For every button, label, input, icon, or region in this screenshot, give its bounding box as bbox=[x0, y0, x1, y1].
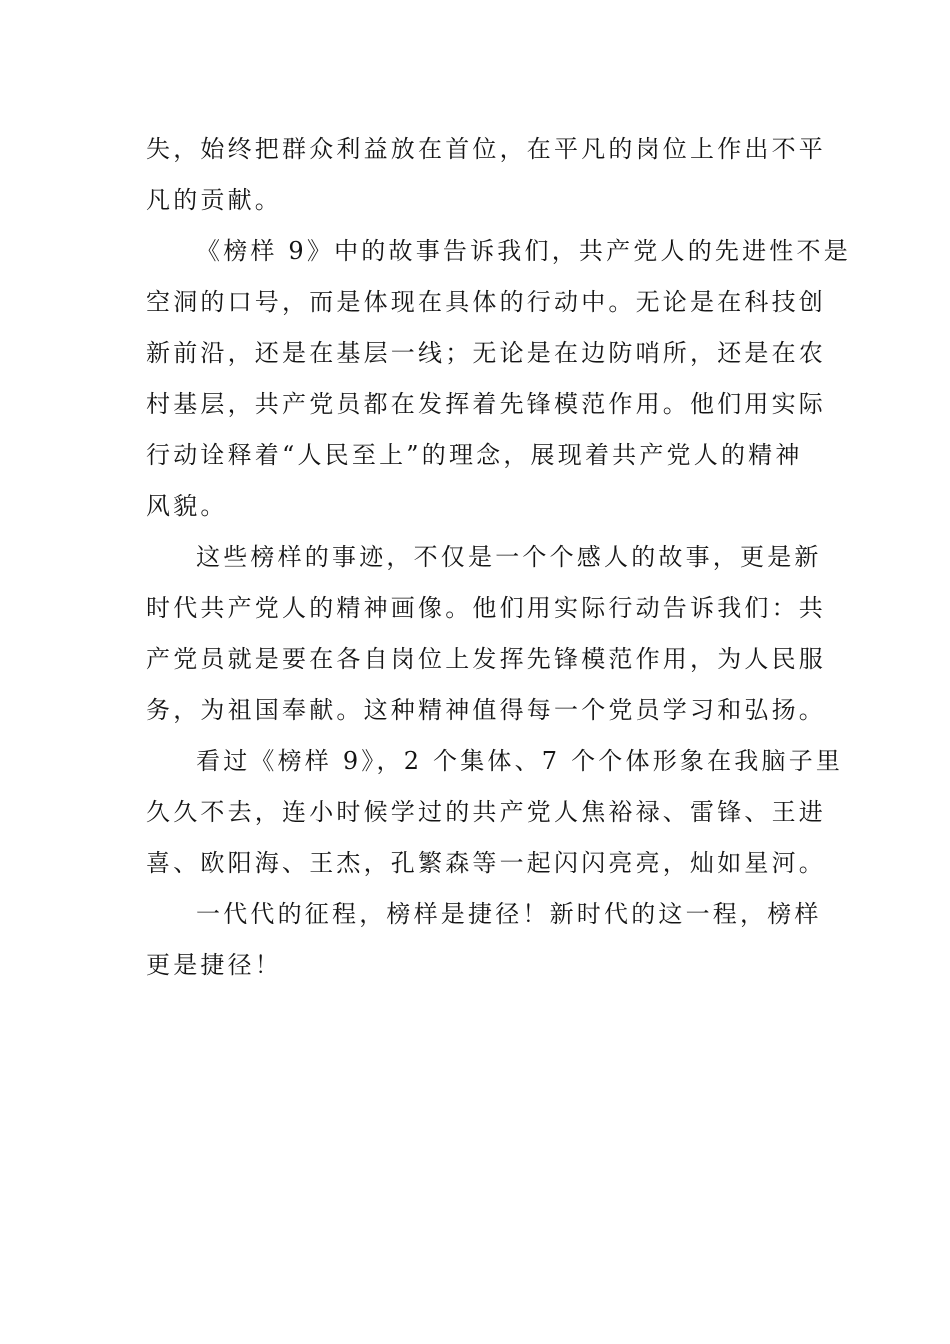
text-line: 凡的贡献。 bbox=[146, 186, 282, 214]
text-line: 空洞的口号，而是体现在具体的行动中。无论是在科技创 bbox=[146, 288, 826, 316]
paragraph bbox=[146, 889, 822, 991]
text-line: 时代共产党人的精神画像。他们用实际行动告诉我们：共 bbox=[146, 594, 826, 622]
text-line: 失，始终把群众利益放在首位，在平凡的岗位上作出不平 bbox=[146, 135, 826, 163]
text-line: 产党员就是要在各自岗位上发挥先锋模范作用，为人民服 bbox=[146, 645, 826, 673]
text-line: 村基层，共产党员都在发挥着先锋模范作用。他们用实际 bbox=[146, 390, 826, 418]
document-body bbox=[146, 124, 851, 991]
text-line: 这些榜样的事迹，不仅是一个个感人的故事，更是新 bbox=[196, 543, 822, 571]
text-line: 风貌。 bbox=[146, 492, 228, 520]
paragraph bbox=[146, 226, 851, 532]
text-line: 一代代的征程，榜样是捷径！新时代的这一程，榜样 bbox=[196, 900, 822, 928]
text-line: 久久不去，连小时候学过的共产党人焦裕禄、雷锋、王进 bbox=[146, 798, 826, 826]
paragraph bbox=[146, 736, 844, 889]
text-line: 《榜样 9》中的故事告诉我们，共产党人的先进性不是 bbox=[196, 237, 851, 265]
paragraph bbox=[146, 124, 826, 226]
paragraph bbox=[146, 532, 826, 736]
text-line: 务，为祖国奉献。这种精神值得每一个党员学习和弘扬。 bbox=[146, 696, 826, 724]
text-line: 新前沿，还是在基层一线；无论是在边防哨所，还是在农 bbox=[146, 339, 826, 367]
text-line: 看过《榜样 9》，2 个集体、7 个个体形象在我脑子里 bbox=[196, 747, 844, 775]
text-line: 喜、欧阳海、王杰，孔繁森等一起闪闪亮亮，灿如星河。 bbox=[146, 849, 826, 877]
text-line: 更是捷径！ bbox=[146, 951, 282, 979]
text-line: 行动诠释着“人民至上”的理念，展现着共产党人的精神 bbox=[146, 441, 803, 469]
